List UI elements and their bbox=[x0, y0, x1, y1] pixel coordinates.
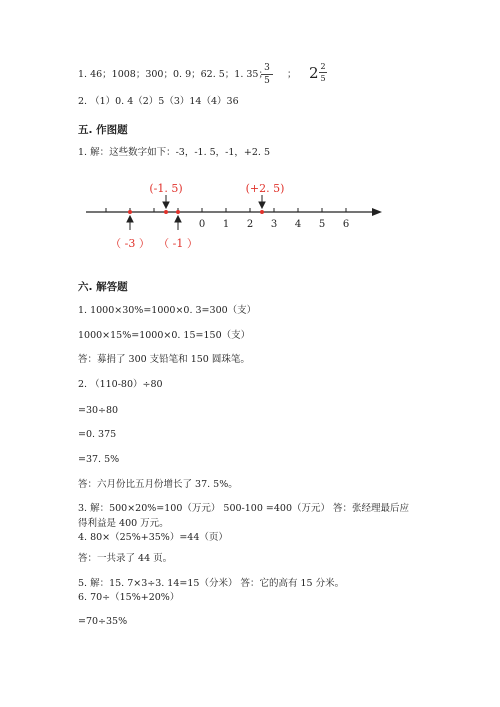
label-minus-1: （ -1 ） bbox=[158, 237, 198, 250]
mixed-number: 2 2 5 bbox=[309, 62, 326, 83]
tick-label-3: 3 bbox=[270, 219, 278, 230]
point-plus-2-5 bbox=[260, 210, 264, 214]
answer-line-2: 2. （1）0. 4（2）5（3）14（4）36 bbox=[78, 96, 239, 107]
answer-line-12: 3. 解：500×20%=100（万元） 500-100 =400（万元） 答：张经理最后应 bbox=[78, 503, 410, 514]
answer-line-5: 1000×15%=1000×0. 15=150（支） bbox=[78, 330, 251, 341]
point-minus-1 bbox=[176, 210, 180, 214]
tick-label-6: 6 bbox=[342, 219, 350, 230]
answer-line-15: 答：一共录了 44 页。 bbox=[78, 553, 173, 564]
answer-line-18: =70÷35% bbox=[78, 616, 128, 627]
fraction-three-fifths: 3 5 bbox=[261, 63, 273, 86]
answer-line-14: 4. 80×（25%+35%）=44（页） bbox=[78, 532, 228, 543]
answer-line-1: 1. 46；1008；300；0. 9；62. 5；1. 35； bbox=[78, 69, 268, 80]
answer-line-17: 6. 70÷（15%+20%） bbox=[78, 592, 180, 603]
number-line-diagram bbox=[0, 175, 500, 265]
answer-line-3: 1. 解：这些数字如下：-3，-1. 5，-1，+2. 5 bbox=[78, 147, 271, 158]
tick-label-5: 5 bbox=[318, 219, 326, 230]
answer-line-11: 答：六月份比五月份增长了 37. 5%。 bbox=[78, 479, 238, 490]
answer-line-8: =30÷80 bbox=[78, 405, 119, 416]
answer-line-4: 1. 1000×30%=1000×0. 3=300（支） bbox=[78, 305, 257, 316]
label-minus-3: （ -3 ） bbox=[110, 237, 150, 250]
section-heading-6: 六. 解答题 bbox=[78, 281, 128, 293]
tick-label-2: 2 bbox=[246, 219, 254, 230]
arrow-head-icon bbox=[372, 208, 382, 216]
point-minus-1-5 bbox=[164, 210, 168, 214]
label-plus-2-5: (+2. 5) bbox=[245, 182, 285, 195]
separator: ； bbox=[287, 69, 297, 80]
point-minus-3 bbox=[128, 210, 132, 214]
answer-line-10: =37. 5% bbox=[78, 454, 120, 465]
answer-line-9: =0. 375 bbox=[78, 429, 117, 440]
answer-line-6: 答：募捐了 300 支铅笔和 150 圆珠笔。 bbox=[78, 354, 250, 365]
label-minus-1-5: (-1. 5) bbox=[149, 182, 183, 195]
tick-label-0: 0 bbox=[198, 219, 206, 230]
answer-line-16: 5. 解：15. 7×3÷3. 14=15（分米） 答：它的高有 15 分米。 bbox=[78, 578, 345, 589]
tick-label-4: 4 bbox=[294, 219, 302, 230]
tick-label-1: 1 bbox=[222, 219, 230, 230]
answer-line-7: 2. （110-80）÷80 bbox=[78, 379, 163, 390]
answer-line-13: 得利益是 400 万元。 bbox=[78, 518, 169, 529]
section-heading-5: 五. 作图题 bbox=[78, 124, 128, 136]
